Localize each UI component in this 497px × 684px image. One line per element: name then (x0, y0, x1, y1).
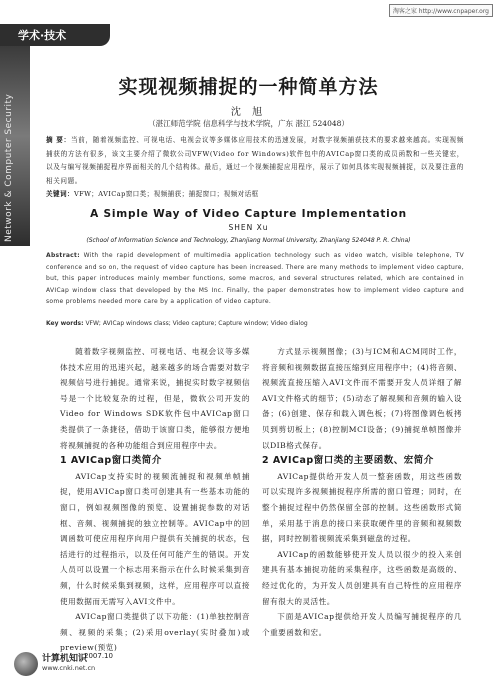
journal-logo-icon (14, 652, 38, 676)
body-column-left (60, 344, 250, 656)
en-affiliation: (School of Information Science and Technology, Zhanjiang Normal University, Zhanjiang 524048 P. R. China) (86, 237, 411, 244)
cn-abstract-text: 当前，随着视频监控、可视电话、电视会议等多媒体应用技术的迅速发展，对数字视频捕获技术的要求越来越高。实现视频捕获的方法有很多，该文主要介绍了微软公司VFW(Video for Windows)软件包中的AVICap窗口类的成员函数和一些关键宏，以及与编写视频捕捉程序界面相关的几个结构体。最后，通过一个视频捕捉应用程序，展示了如何具体实现视频捕捉，以及要注意的相关问题。 (46, 136, 464, 185)
column-tag (0, 24, 110, 46)
cn-keywords-text: VFW；AVICap窗口类；视频捕获；捕捉窗口；视频对话框 (73, 190, 259, 198)
cn-keywords-label: 关键词： (46, 190, 74, 198)
journal-brand: 计算机知识 (42, 654, 88, 664)
body-column-right (262, 344, 462, 640)
section1-paragraph-3: 方式显示视频图像；(3)与ICM和ACM同时工作，将音频和视频数据直接压缩到应用程序中；(4)将音频、视频流直接压缩入AVI文件而不需要开发人员详细了解AVI文件格式的细节；(5)动态了解视频和音频的输入设备；(6)创建、保存和载入调色板；(7)将图像调色板拷贝到剪切板上；(8)控制MCI设备；(9)捕捉单帧图像并以DIB格式保存。 (262, 347, 462, 450)
en-keywords-label: Key words: (46, 320, 84, 327)
en-abstract-label: Abstract: (46, 252, 80, 259)
journal-url: www.cnki.net.cn (42, 664, 96, 672)
section1-paragraph-2: AVICap窗口类提供了以下功能：(1)单独控制音频、视频的采集；(2)采用overlay(实时叠加)或preview(预览) (60, 612, 250, 653)
paper-affiliation: （湛江师范学院 信息科学与技术学院，广东 湛江 524048） (148, 119, 349, 128)
paper-title: 实现视频捕捉的一种简单方法 (118, 76, 379, 98)
journal-issue: 2007.10 (84, 652, 113, 660)
en-keywords (46, 320, 464, 327)
section-heading-2: 2 AVICap窗口类的主要函数、宏简介 (262, 455, 434, 467)
en-keywords-text: VFW; AVICap windows class; Video capture; Capture window; Video dialog (85, 320, 308, 327)
cn-abstract (46, 134, 464, 188)
cn-keywords (46, 188, 464, 198)
journal-footer (14, 650, 124, 678)
column-tag-label: 学术·技术 (18, 29, 67, 42)
side-banner-text: Network & Computer Security (4, 93, 14, 242)
section1-paragraph-1: AVICap支持实时的视频流捕捉和视频单帧捕捉，使用AVICap窗口类可创建具有一些基本功能的窗口，例如视频图像的预览、设置捕捉参数的对话框、音频、视频捕捉的独立控制等。AVICap中的回调函数可使应用程序向用户提供有关捕捉的状态，包括进行的过程指示，以及任何可能产生的错误。开发人员可以设置一个标志用来指示在什么时候采集到音频，什么时候采集到视频，这样，应用程序可以直接使用数据而无需写入AVI文件中。 (60, 471, 250, 606)
en-abstract (46, 250, 464, 308)
paper-author: 沈 旭 (230, 107, 267, 118)
en-author: SHEN Xu (228, 223, 269, 232)
intro-paragraph: 随着数字视频监控、可视电话、电视会议等多媒体技术应用的迅速兴起，越来越多的场合需要对数字视频信号进行捕捉。通常来说，捕捉实时数字视频信号是一个比较复杂的过程，但是，微软公司开发的Video for Windows SDK软件包中AVICap窗口类提供了一条捷径，借助于该窗口类，能够很方便地将视频捕捉的各种功能组合到应用程序中去。 (60, 347, 250, 450)
source-stamp: 淘客之家 http://www.cnpaper.org (389, 4, 493, 17)
section-heading-1: 1 AVICap窗口类简介 (60, 455, 162, 467)
section2-paragraph-3: 下面是AVICap提供给开发人员编写捕捉程序的几个重要函数和宏。 (262, 612, 462, 637)
section2-paragraph-2: AVICap的函数能够使开发人员以很少的投入来创建具有基本捕捉功能的采集程序，这些函数是高级的、经过优化的，为开发人员创建具有自己特性的应用程序留有很大的灵活性。 (262, 549, 462, 606)
en-title: A Simple Way of Video Capture Implementation (90, 208, 407, 220)
section2-paragraph-1: AVICap提供给开发人员一整套函数，用这些函数可以实现许多视频捕捉程序所需的窗口管理；同时，在整个捕捉过程中仍然保留全部的控制。这些函数形式简单，采用基于消息的接口来获取硬件里的音频和视频数据，同时控制着视频流采集到磁盘的过程。 (262, 471, 462, 544)
cn-abstract-label: 摘 要： (46, 136, 71, 144)
en-abstract-text: With the rapid development of multimedia application technology such as video watch, visible telephone, TV conference and so on, the request of video capture has been increased. There are many methods to implement video capture, but, this paper introduces mainly member functions, some macros, and several structures related, which are contained in AVICap window class that developed by the MS Inc. Finally, the paper demonstrates how to implement video capture and some problems needed more care by a application of video capture. (46, 252, 464, 306)
